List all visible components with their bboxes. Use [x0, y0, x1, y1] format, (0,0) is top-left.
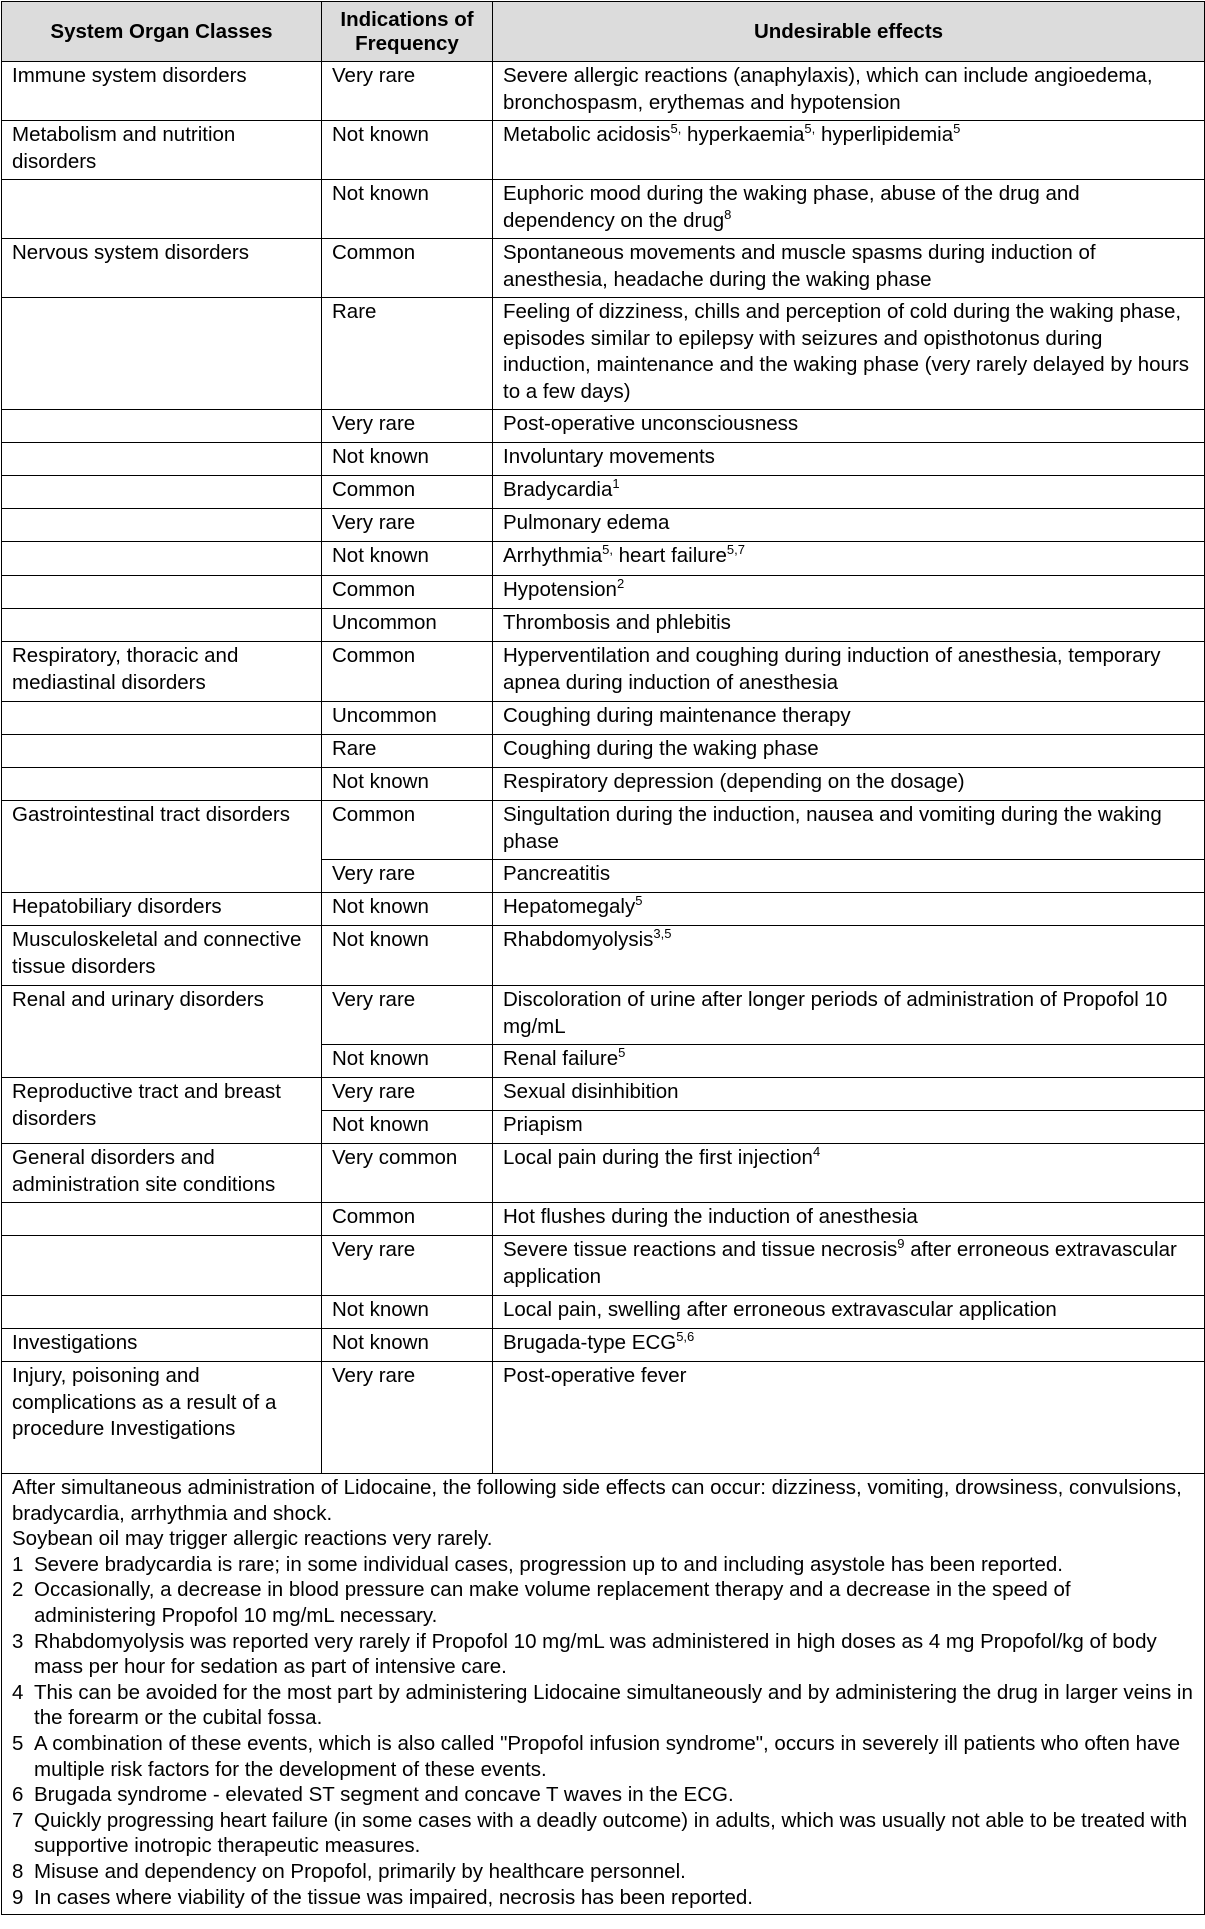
frequency-cell: Not known: [322, 1296, 493, 1329]
undesirable-effect-cell: Hyperventilation and coughing during induction of anesthesia, temporary apnea during induction of anesthesia: [493, 642, 1205, 702]
footnote-number: 6: [12, 1783, 24, 1807]
system-organ-class-cell: [2, 735, 322, 768]
undesirable-effect-cell: Priapism: [493, 1111, 1205, 1144]
footnote-text: Occasionally, a decrease in blood pressure can make volume replacement therapy and a decrease in the speed of administering Propofol 10 mg/mL necessary.: [34, 1578, 1071, 1627]
table-row: [2, 986, 1205, 1045]
frequency-cell: Very rare: [322, 509, 493, 542]
table-row: [2, 410, 1205, 443]
table-row: [2, 476, 1205, 509]
undesirable-effect-cell: Pulmonary edema: [493, 509, 1205, 542]
system-organ-class-cell: [2, 443, 322, 476]
notes-section: [2, 1474, 1205, 1915]
footnote-text: Rhabdomyolysis was reported very rarely if Propofol 10 mg/mL was administered in high doses as 4 mg Propofol/kg of body mass per hour for sedation as part of intensive care.: [34, 1629, 1157, 1679]
system-organ-class-cell: [2, 768, 322, 801]
undesirable-effect-cell: Sexual disinhibition: [493, 1078, 1205, 1111]
system-organ-class-cell: [2, 180, 322, 239]
footnote-text: Brugada syndrome - elevated ST segment and concave T waves in the ECG.: [34, 1783, 734, 1807]
system-organ-class-cell: [2, 1203, 322, 1236]
notes-paragraph: Soybean oil may trigger allergic reactions very rarely.: [12, 1527, 493, 1551]
footnote-text: In cases where viability of the tissue was impaired, necrosis has been reported.: [34, 1885, 754, 1909]
frequency-cell: Common: [322, 1203, 493, 1236]
frequency-cell: Common: [322, 239, 493, 298]
undesirable-effect-cell: Post-operative fever: [493, 1362, 1205, 1474]
frequency-cell: Very common: [322, 1144, 493, 1203]
undesirable-effect-cell: Feeling of dizziness, chills and perception of cold during the waking phase, episodes similar to epilepsy with seizures and opisthotonus during induction, maintenance and the waking phase (very rarely delayed by hours to a few days): [493, 298, 1205, 410]
undesirable-effect-cell: Coughing during maintenance therapy: [493, 702, 1205, 735]
table-row: [2, 298, 1205, 410]
table-row: [2, 1329, 1205, 1362]
table-body: [2, 62, 1205, 1474]
table-row: [2, 180, 1205, 239]
frequency-cell: Very rare: [322, 1078, 493, 1111]
footnote: [12, 1629, 1195, 1680]
undesirable-effect-cell: Brugada-type ECG$^{5,6}$: [493, 1329, 1205, 1362]
system-organ-class-cell: Injury, poisoning and complications as a result of a procedure Investigations: [2, 1362, 322, 1474]
footnote-number: 3: [12, 1629, 24, 1653]
system-organ-class-cell: Respiratory, thoracic and mediastinal disorders: [2, 642, 322, 702]
undesirable-effect-cell: Arrhythmia$^{5,}$ heart failure$^{5,7}$: [493, 542, 1205, 576]
table-row: [2, 702, 1205, 735]
footnote: [12, 1885, 1195, 1911]
footnote-number: 9: [12, 1885, 24, 1909]
system-organ-class-cell: Renal and urinary disorders: [2, 986, 322, 1078]
undesirable-effect-cell: Severe allergic reactions (anaphylaxis), which can include angioedema, bronchospasm, erythemas and hypotension: [493, 62, 1205, 121]
undesirable-effect-cell: Thrombosis and phlebitis: [493, 609, 1205, 642]
system-organ-class-cell: [2, 509, 322, 542]
undesirable-effect-cell: Severe tissue reactions and tissue necrosis$^9$ after erroneous extravascular application: [493, 1236, 1205, 1296]
undesirable-effect-cell: Hot flushes during the induction of anesthesia: [493, 1203, 1205, 1236]
frequency-cell: Very rare: [322, 1236, 493, 1296]
system-organ-class-cell: [2, 542, 322, 576]
footnote-number: 8: [12, 1859, 24, 1883]
footnote-text: Quickly progressing heart failure (in some cases with a deadly outcome) in adults, which was usually not able to be treated with supportive inotropic therapeutic measures.: [34, 1808, 1188, 1858]
table-row: [2, 121, 1205, 180]
frequency-cell: Not known: [322, 180, 493, 239]
undesirable-effect-cell: Discoloration of urine after longer periods of administration of Propofol 10 mg/mL: [493, 986, 1205, 1045]
table-row: [2, 1203, 1205, 1236]
table-row: [2, 893, 1205, 926]
system-organ-class-cell: [2, 298, 322, 410]
undesirable-effect-cell: Local pain, swelling after erroneous extravascular application: [493, 1296, 1205, 1329]
footnote: [12, 1859, 1195, 1885]
footnote-number: 5: [12, 1731, 24, 1755]
header-system-organ-classes: System Organ Classes: [2, 2, 322, 62]
footnote-number: 1: [12, 1552, 24, 1576]
table-row: [2, 926, 1205, 986]
footnote-text: A combination of these events, which is also called "Propofol infusion syndrome", occurs in severely ill patients who often have multiple risk factors for the development of these events.: [34, 1731, 1181, 1781]
adverse-effects-table: [1, 1, 1205, 1915]
frequency-cell: Uncommon: [322, 609, 493, 642]
footnote: [12, 1731, 1195, 1782]
undesirable-effect-cell: Metabolic acidosis$^{5,}$ hyperkaemia$^{5,}$ hyperlipidemia$^5$: [493, 121, 1205, 180]
frequency-cell: Not known: [322, 1045, 493, 1078]
system-organ-class-cell: Immune system disorders: [2, 62, 322, 121]
system-organ-class-cell: [2, 1236, 322, 1296]
table-row: [2, 609, 1205, 642]
footnote: [12, 1680, 1195, 1731]
undesirable-effect-cell: Involuntary movements: [493, 443, 1205, 476]
system-organ-class-cell: Musculoskeletal and connective tissue disorders: [2, 926, 322, 986]
footnote-number: 7: [12, 1808, 24, 1832]
footnote-text: Severe bradycardia is rare; in some individual cases, progression up to and including asystole has been reported.: [34, 1552, 1064, 1576]
undesirable-effect-cell: Coughing during the waking phase: [493, 735, 1205, 768]
undesirable-effect-cell: Spontaneous movements and muscle spasms during induction of anesthesia, headache during the waking phase: [493, 239, 1205, 298]
system-organ-class-cell: Hepatobiliary disorders: [2, 893, 322, 926]
footnotes-list: [12, 1552, 1195, 1910]
frequency-cell: Not known: [322, 926, 493, 986]
undesirable-effect-cell: Hypotension$^2$: [493, 576, 1205, 609]
undesirable-effect-cell: Hepatomegaly$^5$: [493, 893, 1205, 926]
footnote: [12, 1577, 1195, 1628]
table-row: [2, 1236, 1205, 1296]
system-organ-class-cell: Nervous system disorders: [2, 239, 322, 298]
table-row: [2, 642, 1205, 702]
frequency-cell: Not known: [322, 768, 493, 801]
frequency-cell: Rare: [322, 735, 493, 768]
frequency-cell: Not known: [322, 1329, 493, 1362]
table-row: [2, 768, 1205, 801]
frequency-cell: Very rare: [322, 62, 493, 121]
frequency-cell: Uncommon: [322, 702, 493, 735]
footnote-number: 4: [12, 1680, 24, 1704]
undesirable-effect-cell: Local pain during the first injection$^4$: [493, 1144, 1205, 1203]
frequency-cell: Not known: [322, 1111, 493, 1144]
table-row: [2, 1296, 1205, 1329]
undesirable-effect-cell: Post-operative unconsciousness: [493, 410, 1205, 443]
footnote: [12, 1782, 1195, 1808]
undesirable-effect-cell: Respiratory depression (depending on the dosage): [493, 768, 1205, 801]
frequency-cell: Common: [322, 801, 493, 860]
system-organ-class-cell: Investigations: [2, 1329, 322, 1362]
frequency-cell: Very rare: [322, 860, 493, 893]
table-row: [2, 62, 1205, 121]
footnote-text: Misuse and dependency on Propofol, primarily by healthcare personnel.: [34, 1859, 686, 1883]
table-row: [2, 576, 1205, 609]
undesirable-effect-cell: Euphoric mood during the waking phase, abuse of the drug and dependency on the drug$^8$: [493, 180, 1205, 239]
system-organ-class-cell: [2, 576, 322, 609]
table-row: [2, 735, 1205, 768]
system-organ-class-cell: [2, 702, 322, 735]
frequency-cell: Common: [322, 642, 493, 702]
system-organ-class-cell: Metabolism and nutrition disorders: [2, 121, 322, 180]
footnote: [12, 1552, 1195, 1578]
frequency-cell: Very rare: [322, 410, 493, 443]
frequency-cell: Common: [322, 576, 493, 609]
undesirable-effect-cell: Bradycardia$^1$: [493, 476, 1205, 509]
table-row: [2, 1078, 1205, 1111]
table-row: [2, 443, 1205, 476]
notes-cell: [2, 1474, 1205, 1915]
undesirable-effect-cell: Renal failure$^5$: [493, 1045, 1205, 1078]
table-row: [2, 1144, 1205, 1203]
header-undesirable-effects: Undesirable effects: [493, 2, 1205, 62]
table-row: [2, 1362, 1205, 1474]
frequency-cell: Common: [322, 476, 493, 509]
header-frequency: Indications of Frequency: [322, 2, 493, 62]
notes-paragraph: After simultaneous administration of Lidocaine, the following side effects can occur: dizziness, vomiting, drowsiness, convulsions, bradycardia, arrhythmia and shock.: [12, 1476, 1182, 1525]
frequency-cell: Not known: [322, 443, 493, 476]
notes-intro: [12, 1475, 1195, 1552]
undesirable-effect-cell: Singultation during the induction, nausea and vomiting during the waking phase: [493, 801, 1205, 860]
table-row: [2, 509, 1205, 542]
frequency-cell: Very rare: [322, 1362, 493, 1474]
frequency-cell: Very rare: [322, 986, 493, 1045]
table-row: [2, 239, 1205, 298]
system-organ-class-cell: [2, 609, 322, 642]
undesirable-effect-cell: Rhabdomyolysis$^{3,5}$: [493, 926, 1205, 986]
frequency-cell: Not known: [322, 893, 493, 926]
table-row: [2, 801, 1205, 860]
table-row: [2, 542, 1205, 576]
undesirable-effect-cell: Pancreatitis: [493, 860, 1205, 893]
footnote: [12, 1808, 1195, 1859]
frequency-cell: Not known: [322, 121, 493, 180]
system-organ-class-cell: Gastrointestinal tract disorders: [2, 801, 322, 893]
system-organ-class-cell: General disorders and administration site conditions: [2, 1144, 322, 1203]
footnote-text: This can be avoided for the most part by administering Lidocaine simultaneously and by administering the drug in larger veins in the forearm or the cubital fossa.: [34, 1680, 1193, 1730]
footnote-number: 2: [12, 1578, 24, 1602]
system-organ-class-cell: [2, 476, 322, 509]
system-organ-class-cell: Reproductive tract and breast disorders: [2, 1078, 322, 1144]
frequency-cell: Not known: [322, 542, 493, 576]
frequency-cell: Rare: [322, 298, 493, 410]
table-header-row: [2, 2, 1205, 62]
system-organ-class-cell: [2, 410, 322, 443]
system-organ-class-cell: [2, 1296, 322, 1329]
